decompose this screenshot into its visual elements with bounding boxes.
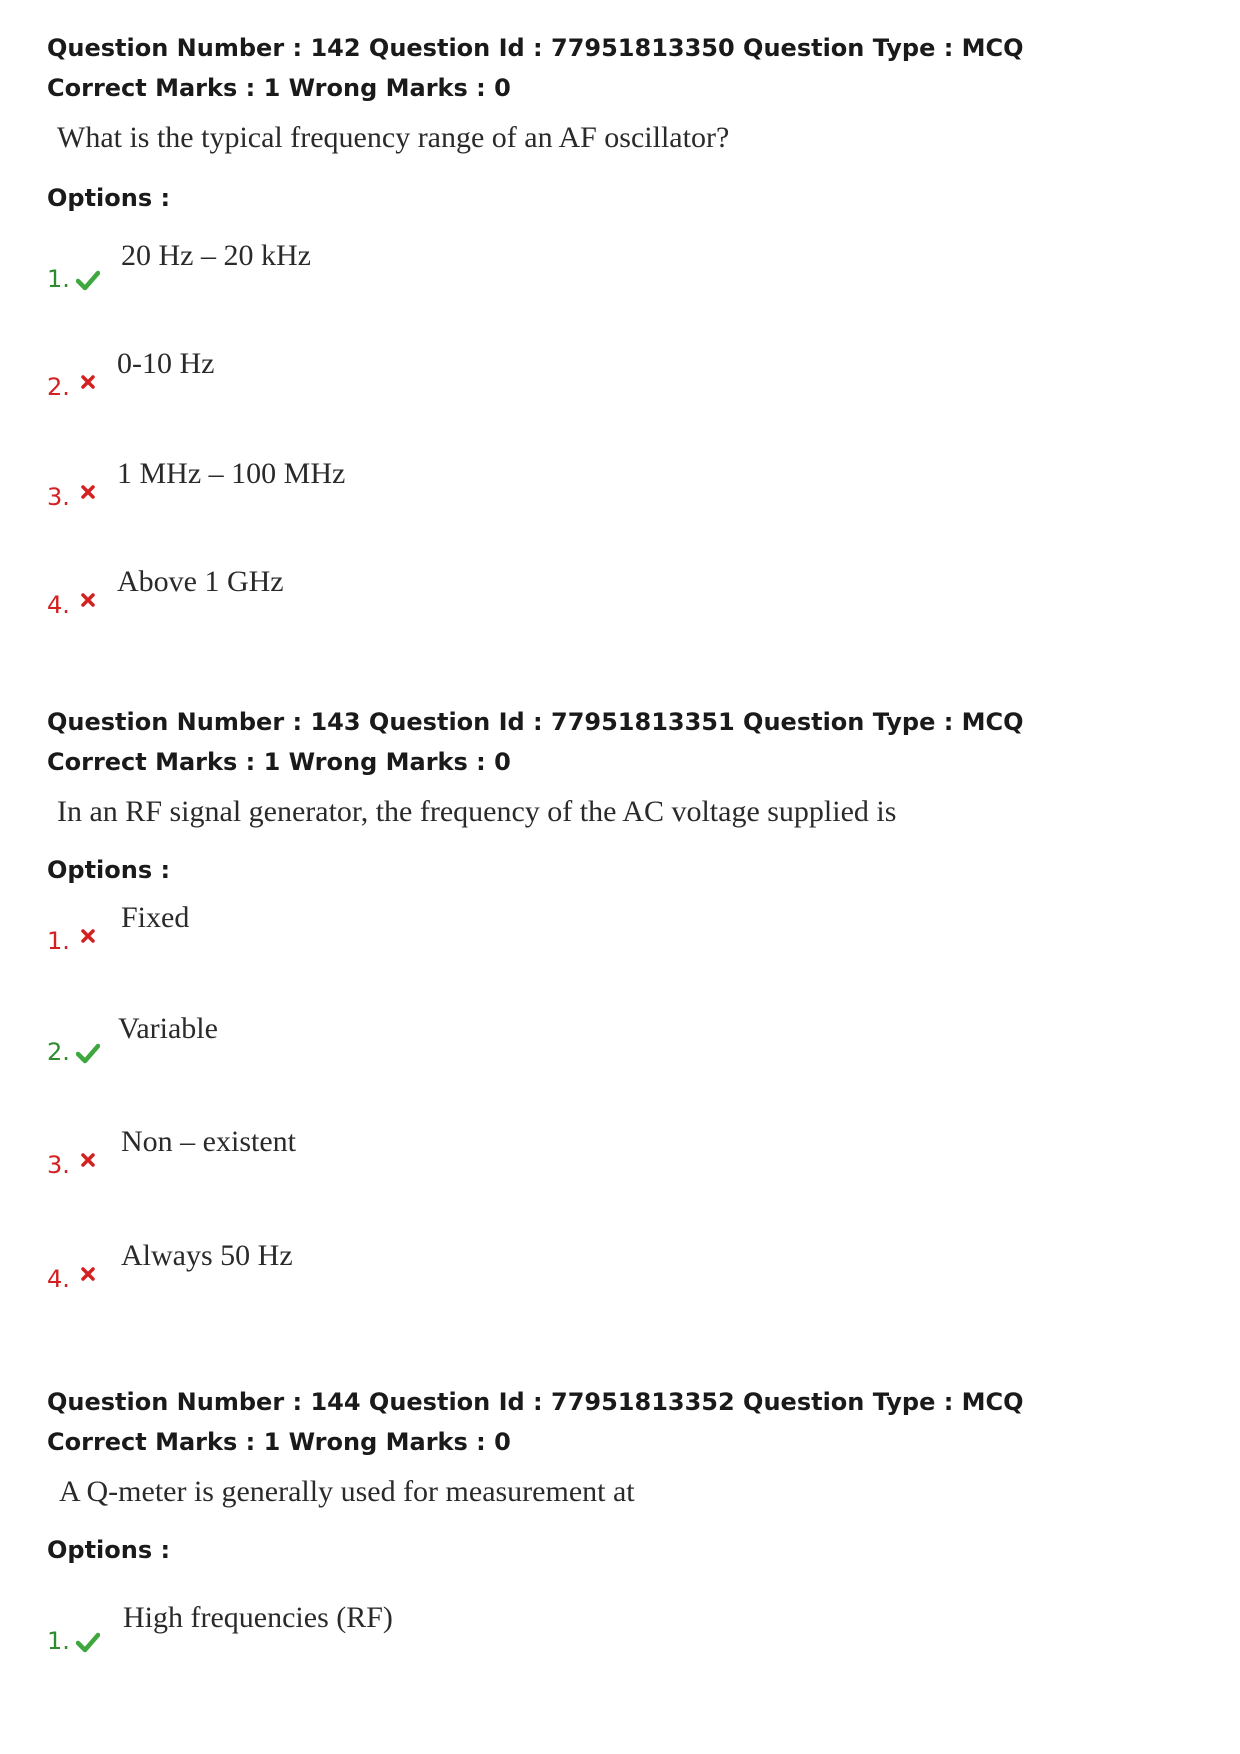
marks-info: Correct Marks : 1 Wrong Marks : 0: [47, 748, 511, 776]
question-header: Question Number : 142 Question Id : 77951813350 Question Type : MCQ: [47, 34, 1024, 62]
option-number: 2.: [47, 1038, 70, 1066]
option-number: 3.: [47, 483, 70, 511]
option-text: 20 Hz – 20 kHz: [121, 239, 311, 272]
option-number: 1.: [47, 927, 70, 955]
option-text: 1 MHz – 100 MHz: [117, 457, 346, 490]
option-number: 4.: [47, 591, 70, 619]
option-item: [47, 346, 1047, 406]
marks-info: Correct Marks : 1 Wrong Marks : 0: [47, 1428, 511, 1456]
option-item: [47, 1600, 1047, 1660]
cross-icon: [80, 484, 104, 508]
options-label: Options :: [47, 184, 171, 212]
cross-icon: [80, 374, 104, 398]
options-label: Options :: [47, 856, 171, 884]
option-number: 2.: [47, 373, 70, 401]
question-text: What is the typical frequency range of an AF oscillator?: [57, 121, 730, 154]
check-icon: [76, 268, 100, 292]
option-item: [47, 1124, 1047, 1184]
option-item: [47, 456, 1047, 516]
cross-icon: [80, 1152, 104, 1176]
check-icon: [76, 1041, 100, 1065]
option-number: 1.: [47, 265, 70, 293]
check-icon: [76, 1630, 100, 1654]
option-number: 4.: [47, 1265, 70, 1293]
question-block: [47, 28, 1197, 218]
option-number: 3.: [47, 1151, 70, 1179]
option-text: High frequencies (RF): [123, 1601, 393, 1634]
option-text: Always 50 Hz: [121, 1239, 293, 1272]
option-text: Non – existent: [121, 1125, 296, 1158]
cross-icon: [80, 1266, 104, 1290]
question-block: [47, 702, 1197, 890]
cross-icon: [80, 928, 104, 952]
option-item: [47, 238, 1047, 298]
options-label: Options :: [47, 1536, 171, 1564]
marks-info: Correct Marks : 1 Wrong Marks : 0: [47, 74, 511, 102]
option-item: [47, 1238, 1047, 1298]
option-text: Variable: [118, 1012, 218, 1045]
option-text: Fixed: [121, 901, 190, 934]
option-text: Above 1 GHz: [117, 565, 284, 598]
cross-icon: [80, 592, 104, 616]
option-number: 1.: [47, 1627, 70, 1655]
option-item: [47, 1011, 1047, 1071]
question-header: Question Number : 144 Question Id : 77951813352 Question Type : MCQ: [47, 1388, 1024, 1416]
question-text: A Q-meter is generally used for measurement at: [59, 1475, 635, 1508]
option-item: [47, 900, 1047, 960]
question-header: Question Number : 143 Question Id : 77951813351 Question Type : MCQ: [47, 708, 1024, 736]
option-text: 0-10 Hz: [117, 347, 215, 380]
question-text: In an RF signal generator, the frequency of the AC voltage supplied is: [57, 795, 897, 828]
option-item: [47, 564, 1047, 624]
question-block: [47, 1382, 1197, 1570]
